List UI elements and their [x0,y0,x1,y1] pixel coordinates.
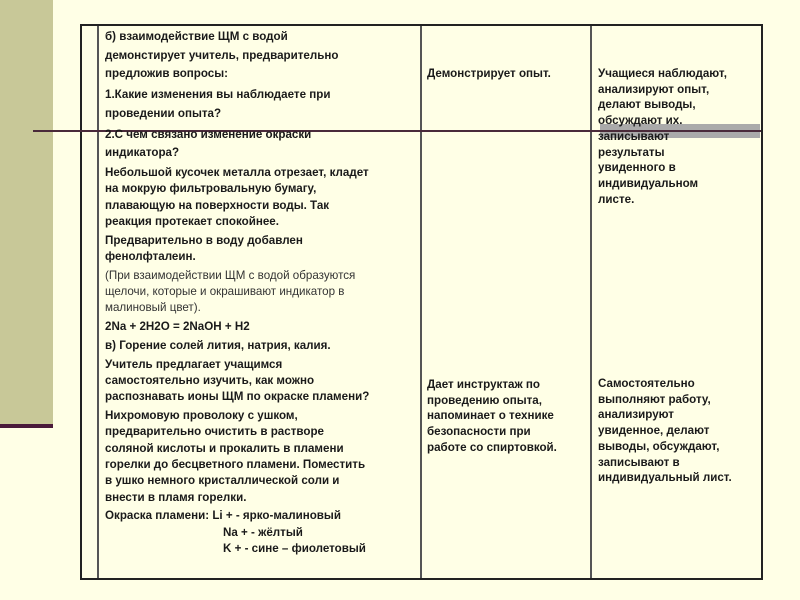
text-line: индивидуальный лист. [598,471,732,485]
text-line: K + - сине – фиолетовый [223,542,366,556]
text-line: делают выводы, [598,98,696,112]
text-line: предложив вопросы: [105,67,229,80]
column-divider [97,26,99,578]
text-line: записывают [598,129,670,143]
text-line: горелки до бесцветного пламени. Поместить [105,458,366,472]
text-line: проведению опыта, [427,393,542,407]
text-line: самостоятельно изучить, как можно [105,374,315,388]
text-line: Небольшой кусочек металла отрезает, кладет [105,166,369,179]
students-cell-observe [598,66,758,207]
text-line: Окраска пламени: Li + - ярко-малиновый [105,509,341,523]
paragraph [105,319,420,335]
text-line: (При взаимодействии ЩМ с водой образуются [105,268,356,282]
text-line: б) взаимодействие ЩМ с водой [105,30,288,43]
paragraph [105,357,420,406]
paragraph [105,86,420,123]
text-line: 1.Какие изменения вы наблюдаете при [105,88,331,101]
text-line: выполняют работу, [598,392,711,406]
column-divider [590,26,592,578]
text-line: проведении опыта? [105,106,222,120]
text-line: демонстирует учитель, предварительно [105,48,339,62]
text-line: увиденное, делают [598,424,710,438]
text-line: напоминает о технике [427,409,554,423]
text-line: соляной кислоты и прокалить в пламени [105,441,344,455]
text-line: 2Na + 2H2O = 2NaOH + H2 [105,320,250,334]
paragraph [105,508,420,557]
text-line: щелочи, которые и окрашивают индикатор в [105,285,345,299]
paragraph [105,233,420,266]
slide-sidebar-accent-bar [0,424,53,428]
text-line: обсуждают их. [598,114,683,128]
text-line: внести в пламя горелки. [105,490,247,504]
action-cell-instruction [427,377,587,456]
column-divider [420,26,422,578]
paragraph [105,28,420,84]
text-line: листе. [598,192,635,206]
paragraph [105,408,420,506]
text-line: в ушко немного кристаллической соли и [105,474,340,488]
text-line: увиденного в [598,161,676,175]
students-cell-work [598,376,758,486]
paragraph [105,165,420,230]
text-line: распознавать ионы ЩМ по окраске пламени? [105,390,370,404]
text-line: безопасности при [427,425,531,439]
paragraph [105,268,420,317]
text-line: Учащиеся наблюдают, [598,67,727,80]
text-line: предварительно очистить в растворе [105,425,324,439]
text-line: Дает инструктаж по [427,378,540,391]
text-line: Нихромовую проволоку с ушком, [105,409,298,423]
text-line: 2.С чем связано изменение окраски [105,127,312,141]
paragraph [105,126,420,163]
text-line: работе со спиртовкой. [427,440,557,454]
text-line: фенолфталеин. [105,249,196,263]
text-line: Учитель предлагает учащимся [105,357,283,371]
text-line: малиновый цвет). [105,301,201,315]
text-line: анализируют опыт, [598,82,710,96]
teacher-activity-cell [105,28,420,560]
text-line: Na + - жёлтый [223,525,303,539]
text-line: результаты [598,145,665,159]
slide-sidebar-decoration [0,0,53,424]
text-line: индикатора? [105,146,180,159]
paragraph [105,338,420,354]
text-line: Демонстрирует опыт. [427,67,551,80]
text-line: реакция протекает спокойнее. [105,214,279,228]
text-line: выводы, обсуждают, [598,439,720,453]
text-line: в) Горение солей лития, натрия, калия. [105,338,331,352]
text-line: анализируют [598,408,674,422]
action-cell-demo [427,66,587,82]
text-line: индивидуальном [598,176,699,190]
text-line: записывают в [598,455,680,469]
text-line: Предварительно в воду добавлен [105,233,303,247]
text-line: на мокрую фильтровальную бумагу, [105,182,317,196]
text-line: плавающую на поверхности воды. Так [105,198,330,212]
text-line: Самостоятельно [598,377,695,390]
